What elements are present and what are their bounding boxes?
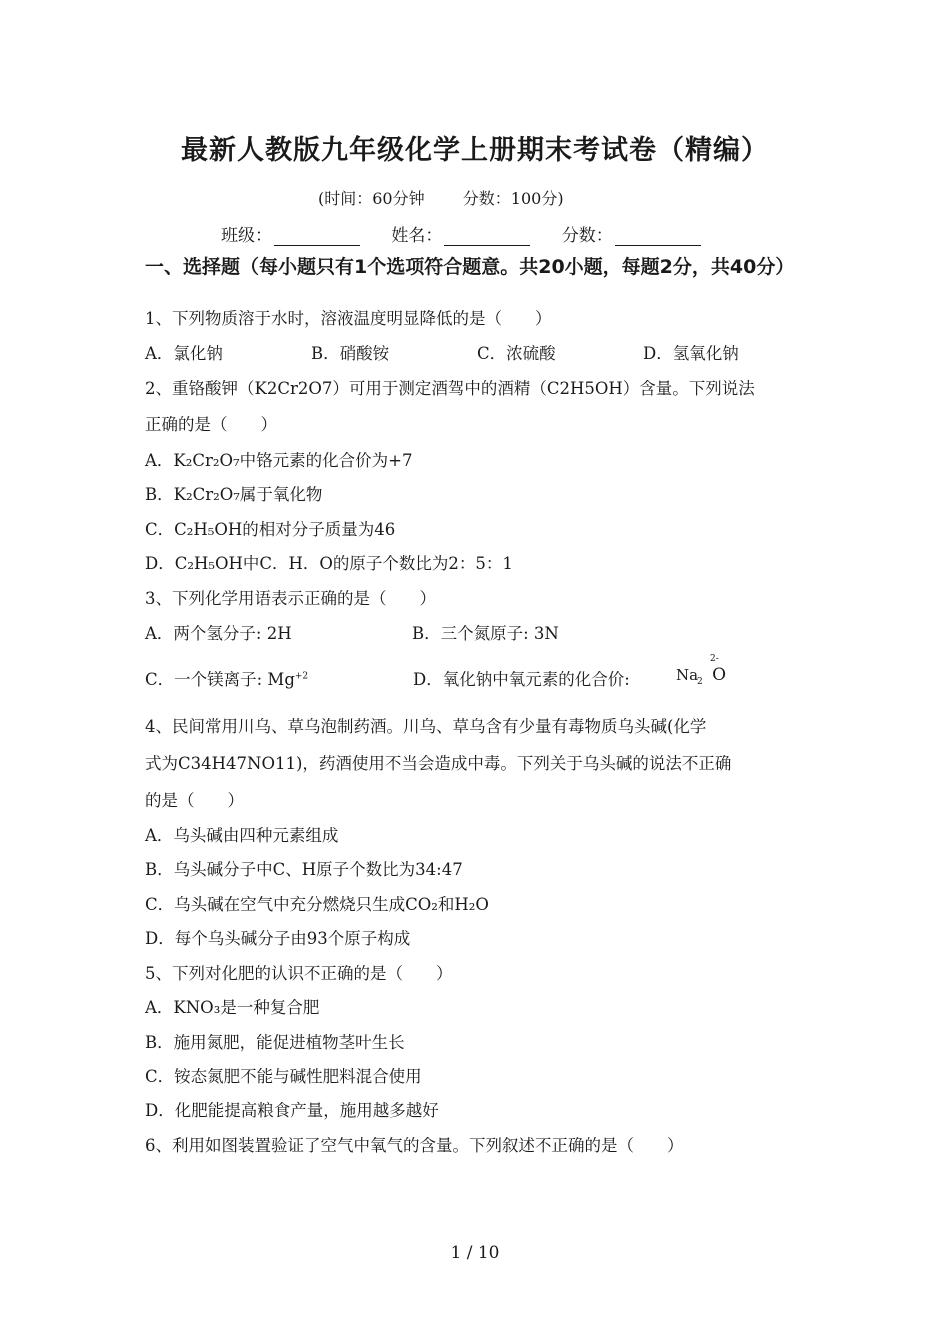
q3-option-c (145, 666, 308, 690)
q2-option-d: D．C₂H₅OH中C．H．O的原子个数比为2：5：1 (145, 554, 513, 573)
exam-time: (时间：60分钟 (318, 189, 425, 208)
q5-option-a: A．KNO₃是一种复合肥 (145, 998, 320, 1017)
q4-stem-line1: 4、民间常用川乌、草乌泡制药酒。川乌、草乌含有少量有毒物质乌头碱(化学 (145, 717, 707, 736)
q4-option-a: A．乌头碱由四种元素组成 (145, 826, 339, 845)
score-label: 分数： (561, 226, 613, 246)
name-field (391, 221, 530, 246)
q1-option-b: B．硝酸铵 (311, 344, 390, 363)
formula-valence: 2- (710, 654, 719, 664)
q4-stem-line2: 式为C34H47NO11)，药酒使用不当会造成中毒。下列关于乌头碱的说法不正确 (145, 754, 732, 773)
name-blank (444, 227, 530, 246)
q2-option-a: A．K₂Cr₂O₇中铬元素的化合价为+7 (145, 451, 413, 470)
page-number: 1 / 10 (450, 1243, 500, 1263)
q4-option-d: D．每个乌头碱分子由93个原子构成 (145, 929, 411, 948)
q5-option-b: B．施用氮肥，能促进植物茎叶生长 (145, 1033, 405, 1052)
q4-stem-line3: 的是（ ） (145, 791, 244, 810)
q2-option-b: B．K₂Cr₂O₇属于氧化物 (145, 485, 323, 504)
q5-option-c: C．铵态氮肥不能与碱性肥料混合使用 (145, 1067, 422, 1086)
q1-options (145, 340, 739, 364)
q3-option-b: B．三个氮原子: 3N (412, 624, 559, 643)
q1-option-a: A．氯化钠 (145, 344, 223, 363)
student-info-fields (221, 221, 727, 246)
formula-na: Na (676, 666, 699, 684)
q3-option-c-charge: +2 (294, 671, 309, 682)
formula-subscript: 2 (697, 677, 703, 687)
q5-stem: 5、下列对化肥的认识不正确的是（ ） (145, 964, 453, 983)
sodium-oxide-formula (676, 654, 727, 687)
section-heading: 一、选择题（每小题只有1个选项符合题意。共20小题，每题2分，共40分） (145, 256, 795, 278)
class-label: 班级： (221, 226, 272, 246)
q3-stem: 3、下列化学用语表示正确的是（ ） (145, 589, 436, 608)
q3-option-a: A．两个氢分子: 2H (145, 624, 292, 643)
class-field (221, 221, 360, 246)
q2-option-c: C．C₂H₅OH的相对分子质量为46 (145, 520, 396, 539)
exam-total-score: 分数：100分) (462, 189, 564, 208)
page-title: 最新人教版九年级化学上册期末考试卷（精编） (181, 135, 769, 166)
q3-option-c-text: C．一个镁离子: Mg (145, 670, 295, 689)
q5-option-d: D．化肥能提高粮食产量，施用越多越好 (145, 1101, 439, 1120)
q4-option-c: C．乌头碱在空气中充分燃烧只生成CO₂和H₂O (145, 895, 489, 914)
exam-meta (318, 186, 564, 209)
q2-stem-line2: 正确的是（ ） (145, 415, 277, 434)
q2-stem-line1: 2、重铬酸钾（K2Cr2O7）可用于测定酒驾中的酒精（C2H5OH）含量。下列说法 (145, 379, 755, 398)
q3-option-d: D．氧化钠中氧元素的化合价: (413, 670, 630, 689)
q1-option-d: D．氢氧化钠 (643, 344, 739, 363)
q4-option-b: B．乌头碱分子中C、H原子个数比为34:47 (145, 860, 463, 879)
formula-o: O (712, 665, 727, 685)
class-blank (274, 227, 360, 246)
q1-option-c: C．浓硫酸 (477, 344, 556, 363)
name-label: 姓名： (391, 226, 443, 246)
score-field (562, 221, 701, 246)
score-blank (615, 227, 701, 246)
q1-stem: 1、下列物质溶于水时，溶液温度明显降低的是（ ） (145, 309, 552, 328)
q6-stem: 6、利用如图装置验证了空气中氧气的含量。下列叙述不正确的是（ ） (145, 1136, 684, 1155)
